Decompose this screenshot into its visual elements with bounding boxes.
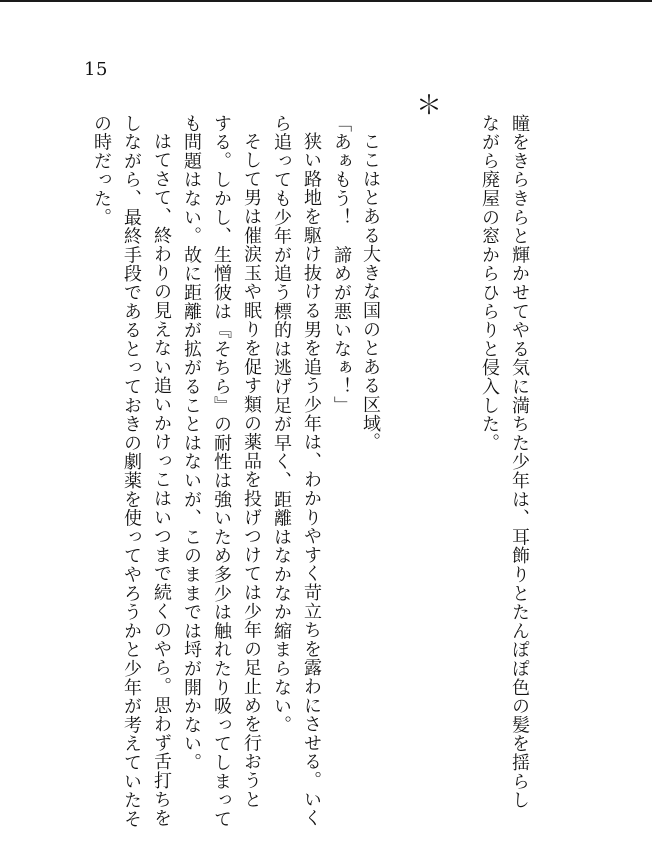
text-column: も問題はない。故に距離が拡がることはないが、このままでは埒が開かない。: [181, 114, 202, 772]
text-column: そして男は催涙玉や眠りを促す類の薬品を投げつけては少年の足止めを行おうと: [241, 132, 262, 809]
page-number: 15: [84, 59, 108, 80]
text-column: ら追っても少年が追う標的は逃げ足が早く、距離はなかなか縮まらない。: [271, 114, 292, 735]
text-column: ながら廃屋の窓からひらりと侵入した。: [479, 114, 500, 453]
section-break-asterisk: ＊: [415, 91, 442, 121]
text-column: の時だった。: [91, 114, 112, 227]
top-border-line: [0, 0, 652, 2]
text-column: はてさて、終わりの見えない追いかけっこはいつまで続くのやら。思わず舌打ちを: [151, 132, 172, 828]
text-column: ここはとある大きな国のとある区域。: [360, 132, 381, 452]
text-column: する。しかし、生憎彼は『そちら』の耐性は強いため多少は触れたり吸ってしまって: [211, 114, 232, 829]
text-column: 瞳をきらきらと輝かせてやる気に満ちた少年は、耳飾りとたんぽぽ色の髪を揺らし: [509, 114, 530, 810]
text-column: 「あぁもう！ 諦めが悪いなぁ！」: [331, 114, 352, 415]
text-column: しながら、最終手段であるとっておきの劇薬を使ってやろうかと少年が考えていたそ: [121, 114, 142, 829]
text-column: 狭い路地を駆け抜ける男を追う少年は、わかりやすく苛立ちを露わにさせる。いく: [301, 132, 322, 828]
